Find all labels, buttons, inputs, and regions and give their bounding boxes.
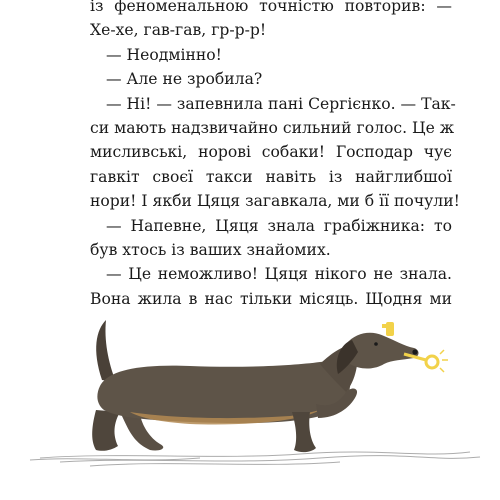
dog-eye-icon	[374, 342, 378, 346]
text-line-7: мисливські, норові собаки! Господар чує	[90, 143, 452, 162]
text-line-5: — Ні! — запевнила пані Сергієнко. — Так-	[106, 94, 456, 113]
dog-tail-icon	[96, 320, 116, 382]
text-line-2: Хе-хе, гав-гав, гр-р-р!	[90, 21, 267, 40]
dachshund-illustration	[0, 300, 500, 500]
text-line-9: нори! І якби Цяця загавкала, ми б її почули!	[90, 192, 460, 211]
text-line-12: — Це неможливо! Цяця нікого не знала.	[106, 265, 452, 284]
text-line-1: із феноменальною точністю повторив: —	[90, 0, 452, 15]
text-line-4: — Але не зробила?	[106, 70, 263, 89]
text-line-8: гавкіт своєї такси навіть із найглибшої	[90, 167, 452, 186]
ground-shadow	[30, 452, 480, 466]
text-line-6: си мають надзвичайно сильний голос. Це ж	[90, 119, 455, 138]
text-line-13: Вона жила в нас тільки місяць. Щодня ми	[90, 289, 452, 308]
text-line-11: був хтось із ваших знайомих.	[90, 241, 331, 260]
dog-nose-icon	[412, 349, 417, 354]
dog-back-leg-icon	[92, 410, 120, 451]
text-line-10: — Напевне, Цяця знала грабіжника: то	[106, 216, 452, 235]
text-line-3: — Неодмінно!	[106, 45, 222, 64]
dog-front-leg-icon	[292, 412, 316, 452]
story-text	[90, 0, 460, 311]
